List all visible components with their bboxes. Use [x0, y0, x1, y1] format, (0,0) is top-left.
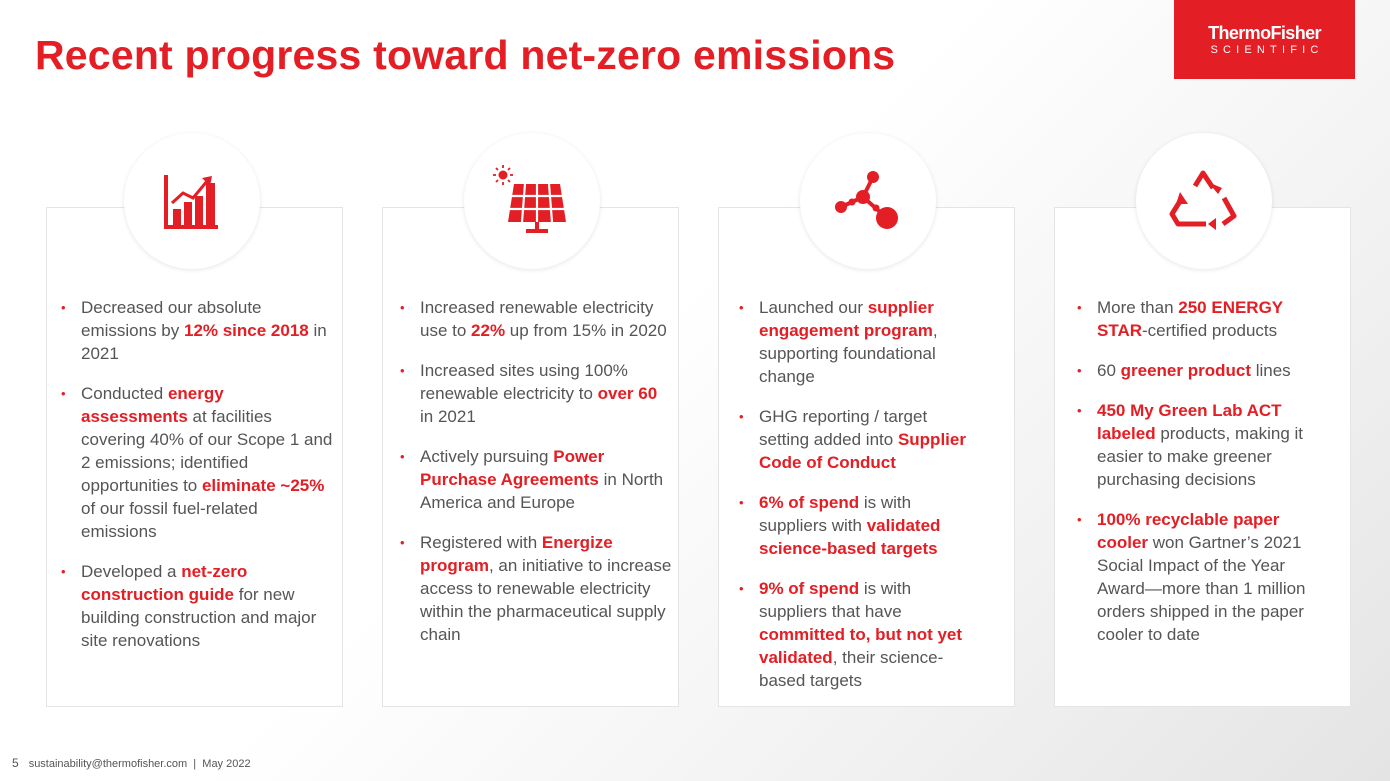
bullet-text: Decreased our absolute emissions by [81, 298, 262, 340]
bullet-text: is with suppliers with [759, 493, 912, 535]
bar-chart-icon [164, 173, 220, 229]
footer-text: sustainability@thermofisher.com | May 2022 [28, 758, 251, 770]
bullet-text: Conducted [81, 384, 168, 403]
highlight-text: 6% of spend [759, 493, 860, 512]
logo-subtitle: SCIENTIFIC [1210, 44, 1324, 56]
bullet-item [1097, 359, 1325, 382]
page-number: 5 [12, 756, 19, 770]
highlight-text: energy assessments [81, 384, 224, 426]
highlight-text: validated science-based targets [759, 516, 941, 558]
bullet-item [1097, 399, 1325, 491]
bullet-text: in North America and Europe [420, 470, 664, 512]
bullet-item [759, 296, 979, 388]
bullet-text: of our fossil fuel-related emissions [81, 499, 258, 541]
bullet-text: -certified products [1142, 321, 1278, 340]
logo-wordmark: ThermoFisher [1208, 23, 1321, 43]
bullet-text: in 2021 [81, 321, 327, 363]
highlight-text: 450 My Green Lab ACT labeled [1097, 401, 1282, 443]
highlight-text: 9% of spend [759, 579, 860, 598]
recycle-icon [1168, 168, 1240, 234]
bullet-text: Launched our [759, 298, 868, 317]
bullet-text: , their science-based targets [759, 648, 944, 690]
highlight-text: greener product [1120, 361, 1251, 380]
bullet-item [420, 445, 672, 514]
bullet-item [759, 405, 979, 474]
highlight-text: 100% recyclable paper cooler [1097, 510, 1280, 552]
bullet-item [420, 531, 672, 646]
bullet-text: won Gartner’s 2021 Social Impact of the Year Award—more than 1 million orders shipped in the paper cooler to date [1097, 533, 1306, 644]
bullet-list-emissions [81, 296, 333, 669]
bullet-text: Increased sites using 100% renewable electricity to [420, 361, 628, 403]
bullet-text: is with suppliers that have [759, 579, 912, 621]
bullet-text: lines [1251, 361, 1291, 380]
bullet-list-suppliers [759, 296, 979, 709]
bullet-text: , an initiative to increase access to renewable electricity within the pharmaceutical supply chain [420, 556, 672, 644]
bullet-text: , supporting foundational change [759, 321, 938, 386]
network-nodes-icon [832, 168, 904, 234]
icon-circle-products [1136, 133, 1272, 269]
bullet-text: More than [1097, 298, 1179, 317]
highlight-text: supplier engagement program [759, 298, 934, 340]
bullet-list-renewable [420, 296, 672, 663]
highlight-text: 12% since 2018 [183, 321, 309, 340]
bullet-item [81, 560, 333, 652]
page-title: Recent progress toward net-zero emissions [35, 32, 896, 78]
highlight-text: 22% [471, 321, 506, 340]
bullet-text: GHG reporting / target setting added into [759, 407, 928, 449]
bullet-text: Registered with [420, 533, 542, 552]
highlight-text: 250 ENERGY STAR [1097, 298, 1283, 340]
bullet-item [81, 296, 333, 365]
highlight-text: net-zero construction guide [81, 562, 248, 604]
bullet-text: 60 [1097, 361, 1121, 380]
bullet-item [81, 382, 333, 543]
bullet-text: products, making it easier to make greener purchasing decisions [1097, 424, 1303, 489]
bullet-item [1097, 296, 1325, 342]
bullet-item [420, 359, 672, 428]
bullet-list-products [1097, 296, 1325, 663]
bullet-item [1097, 508, 1325, 646]
icon-circle-suppliers [800, 133, 936, 269]
bullet-text: Actively pursuing [420, 447, 554, 466]
solar-panel-icon [492, 164, 572, 238]
highlight-text: committed to, but not yet validated [759, 625, 963, 667]
icon-circle-renewable [464, 133, 600, 269]
highlight-text: Power Purchase Agreements [420, 447, 605, 489]
icon-circle-emissions [124, 133, 260, 269]
highlight-text: Energize program [420, 533, 613, 575]
footer [12, 756, 251, 770]
thermo-fisher-logo [1174, 0, 1355, 79]
bullet-text: Developed a [81, 562, 182, 581]
bullet-item [420, 296, 672, 342]
bullet-text: Increased renewable electricity use to [420, 298, 654, 340]
bullet-text: in 2021 [420, 407, 476, 426]
bullet-item [759, 577, 979, 692]
bullet-item [759, 491, 979, 560]
highlight-text: Supplier Code of Conduct [759, 430, 966, 472]
bullet-text: up from 15% in 2020 [505, 321, 667, 340]
highlight-text: eliminate ~25% [201, 476, 325, 495]
bullet-text: for new building construction and major site renovations [81, 585, 317, 650]
highlight-text: over 60 [597, 384, 658, 403]
bullet-text: at facilities covering 40% of our Scope 1 and 2 emissions; identified opportunities to [81, 407, 333, 495]
